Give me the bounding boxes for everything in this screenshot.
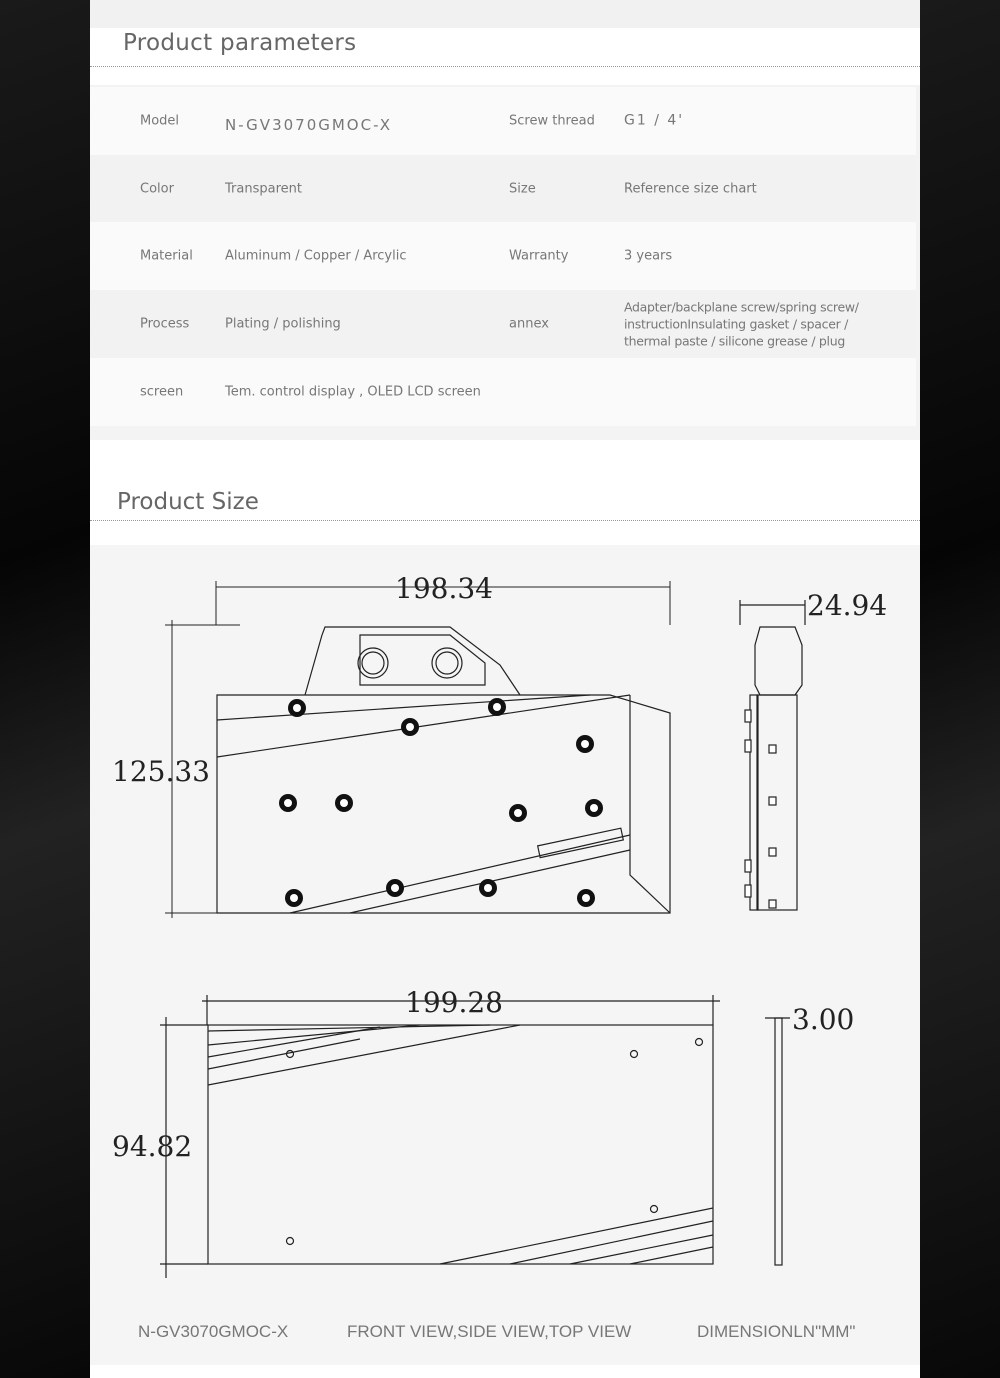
label: Process (140, 316, 190, 332)
back-width-label: 199.28 (405, 986, 503, 1019)
product-panel (90, 0, 920, 1378)
value: N-GV3070GMOC-X (225, 116, 393, 134)
value: Adapter/backplane screw/spring screw/ instructionInsulating gasket / spacer / thermal paste / silicone grease / plug (624, 299, 859, 349)
value: Transparent (225, 181, 302, 197)
top-band (90, 0, 920, 28)
label: Screw thread (509, 113, 595, 129)
table-row (90, 155, 916, 223)
side-depth-label: 24.94 (807, 589, 888, 622)
label: Color (140, 181, 174, 197)
back-thickness-label: 3.00 (792, 1003, 855, 1036)
divider (90, 520, 920, 521)
drawing-svg (90, 545, 920, 1365)
front-height-dim (112, 620, 240, 918)
params-table (90, 85, 920, 440)
dimension-drawing (90, 545, 920, 1365)
label: Material (140, 248, 193, 264)
table-row (90, 290, 916, 358)
value: Plating / polishing (225, 316, 341, 332)
value: G1 / 4' (624, 112, 685, 129)
background-right (920, 0, 1000, 1378)
front-height-label: 125.33 (112, 755, 210, 788)
table-row (90, 222, 916, 290)
value: Reference size chart (624, 181, 757, 197)
label: screen (140, 384, 184, 400)
label: annex (509, 316, 549, 332)
params-title: Product parameters (123, 30, 357, 56)
footer-unit: DIMENSIONLN"MM" (697, 1322, 856, 1341)
front-width-dim (216, 572, 670, 625)
divider (90, 66, 920, 67)
label: Model (140, 113, 180, 129)
front-view (217, 627, 670, 913)
footer-model: N-GV3070GMOC-X (138, 1322, 289, 1341)
table-row (90, 87, 916, 155)
size-title: Product Size (117, 489, 259, 515)
footer-views: FRONT VIEW,SIDE VIEW,TOP VIEW (347, 1322, 632, 1341)
table-row (90, 358, 916, 426)
label: Warranty (509, 248, 569, 264)
backplate-view (112, 986, 854, 1278)
label: Size (509, 181, 536, 197)
back-height-label: 94.82 (112, 1130, 193, 1163)
value: Aluminum / Copper / Arcylic (225, 248, 407, 264)
background-left (0, 0, 90, 1378)
screw-holes (279, 698, 603, 907)
front-width-label: 198.34 (395, 572, 493, 605)
value: Tem. control display , OLED LCD screen (225, 384, 481, 400)
side-view (740, 589, 887, 910)
value: 3 years (624, 248, 673, 264)
